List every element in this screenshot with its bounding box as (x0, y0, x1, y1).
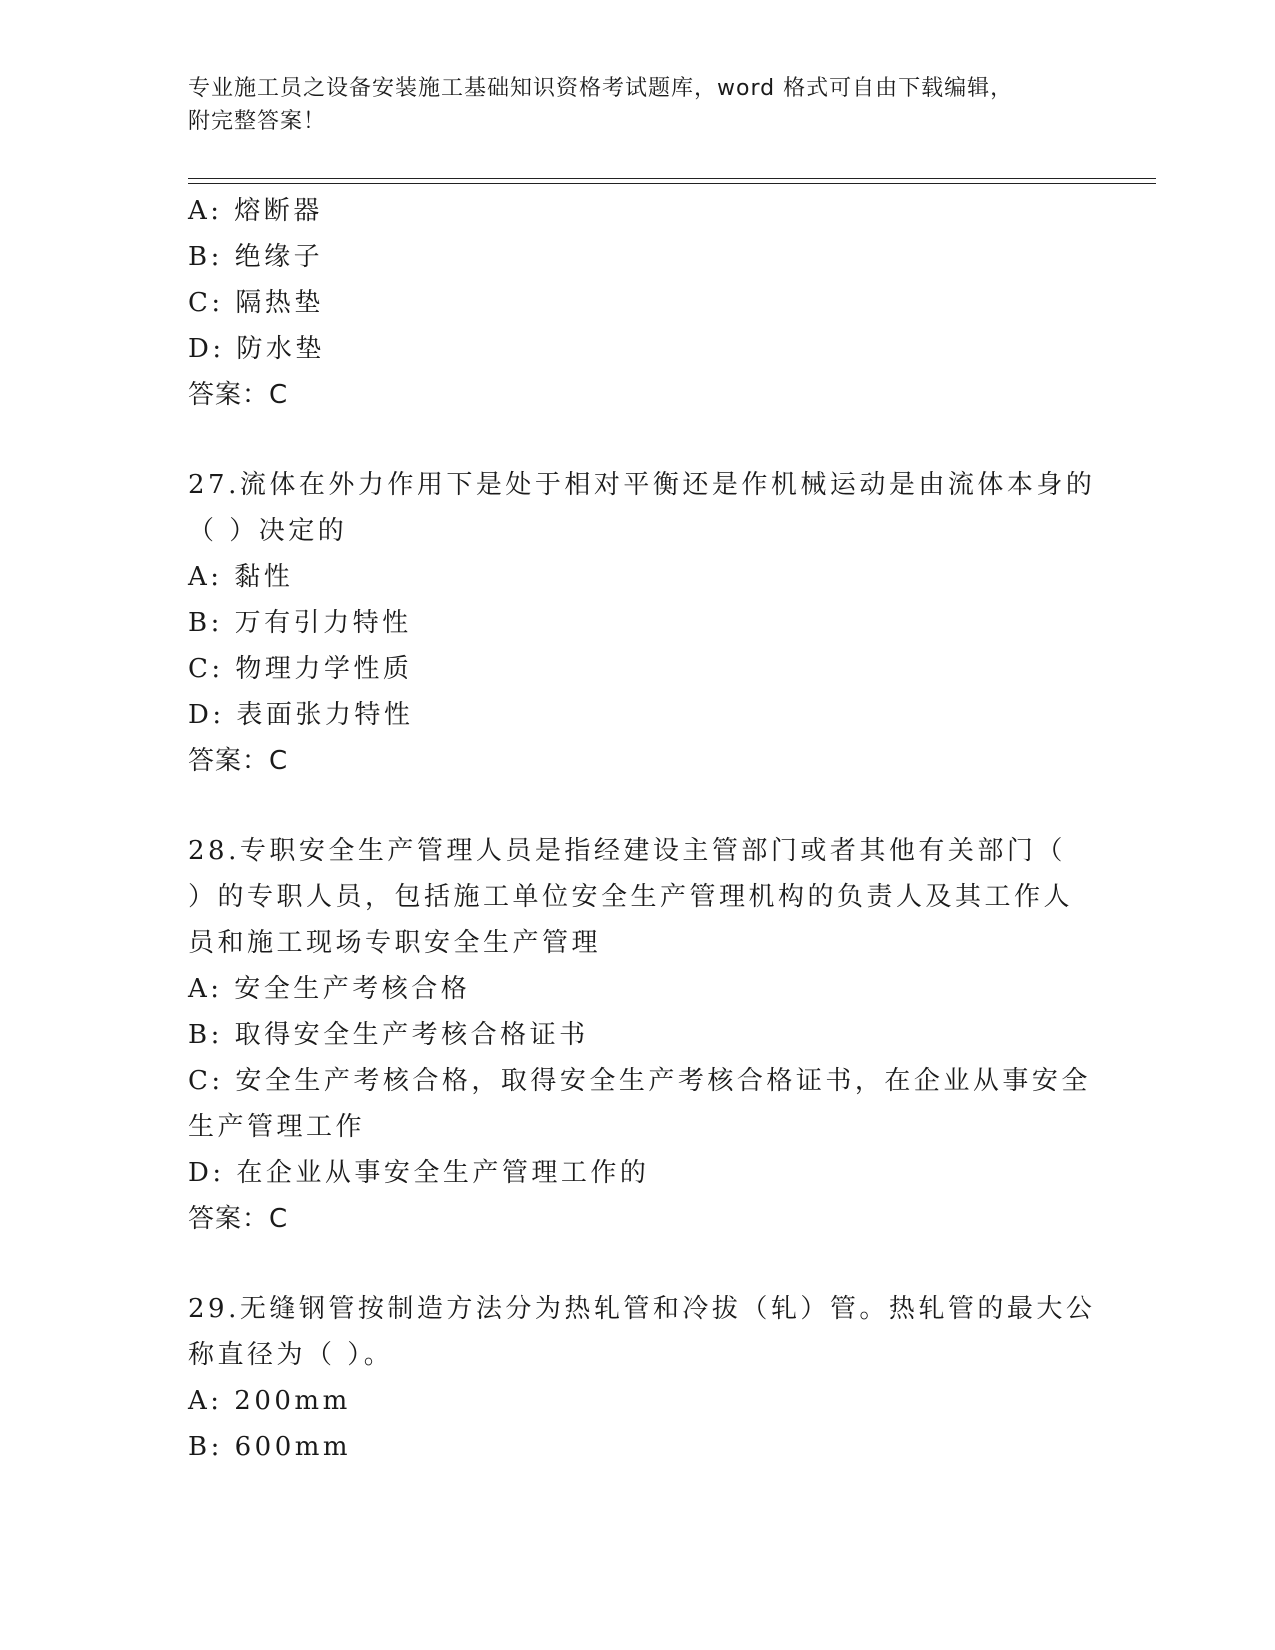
header-line-1: 专业施工员之设备安装施工基础知识资格考试题库，word 格式可自由下载编辑， (188, 76, 1014, 101)
option-b: B: 600mm (188, 1432, 352, 1462)
header-divider-bottom (188, 183, 1156, 184)
option-a: A: 熔断器 (188, 196, 323, 226)
question-text: 29.无缝钢管按制造方法分为热轧管和冷拔（轧）管。热轧管的最大公 (188, 1294, 1096, 1324)
option-a: A: 200mm (188, 1386, 351, 1416)
question-text: 27.流体在外力作用下是处于相对平衡还是作机械运动是由流体本身的 (188, 470, 1096, 500)
question-26-options (188, 188, 1088, 418)
question-content (188, 188, 1096, 1470)
option-a: A: 黏性 (188, 562, 294, 592)
answer-line: 答案：C (188, 380, 289, 410)
option-b: B: 绝缘子 (188, 242, 324, 272)
question-28 (188, 828, 1091, 1242)
option-c: C: 安全生产考核合格，取得安全生产考核合格证书，在企业从事安全 (188, 1066, 1091, 1096)
question-text: 员和施工现场专职安全生产管理 (188, 928, 602, 958)
question-text: （ ）决定的 (188, 516, 348, 546)
question-29 (188, 1286, 1096, 1470)
spacer (188, 784, 1088, 828)
header-line-2: 附完整答案！ (188, 109, 327, 134)
option-d: D: 表面张力特性 (188, 700, 414, 730)
option-c: C: 物理力学性质 (188, 654, 413, 684)
option-d: D: 在企业从事安全生产管理工作的 (188, 1158, 650, 1188)
spacer (188, 418, 1088, 462)
answer-line: 答案：C (188, 746, 289, 776)
question-27 (188, 462, 1096, 784)
question-text: ）的专职人员，包括施工单位安全生产管理机构的负责人及其工作人 (188, 882, 1074, 912)
option-c: C: 隔热垫 (188, 288, 324, 318)
option-d: D: 防水垫 (188, 334, 325, 364)
answer-line: 答案：C (188, 1204, 289, 1234)
option-b: B: 万有引力特性 (188, 608, 412, 638)
option-a: A: 安全生产考核合格 (188, 974, 471, 1004)
spacer (188, 1242, 1088, 1286)
document-header (188, 72, 1088, 138)
header-divider-top (188, 178, 1156, 179)
option-b: B: 取得安全生产考核合格证书 (188, 1020, 589, 1050)
question-text: 28.专职安全生产管理人员是指经建设主管部门或者其他有关部门（ (188, 836, 1066, 866)
option-c-continued: 生产管理工作 (188, 1112, 366, 1142)
question-text: 称直径为（ ）。 (188, 1340, 394, 1370)
